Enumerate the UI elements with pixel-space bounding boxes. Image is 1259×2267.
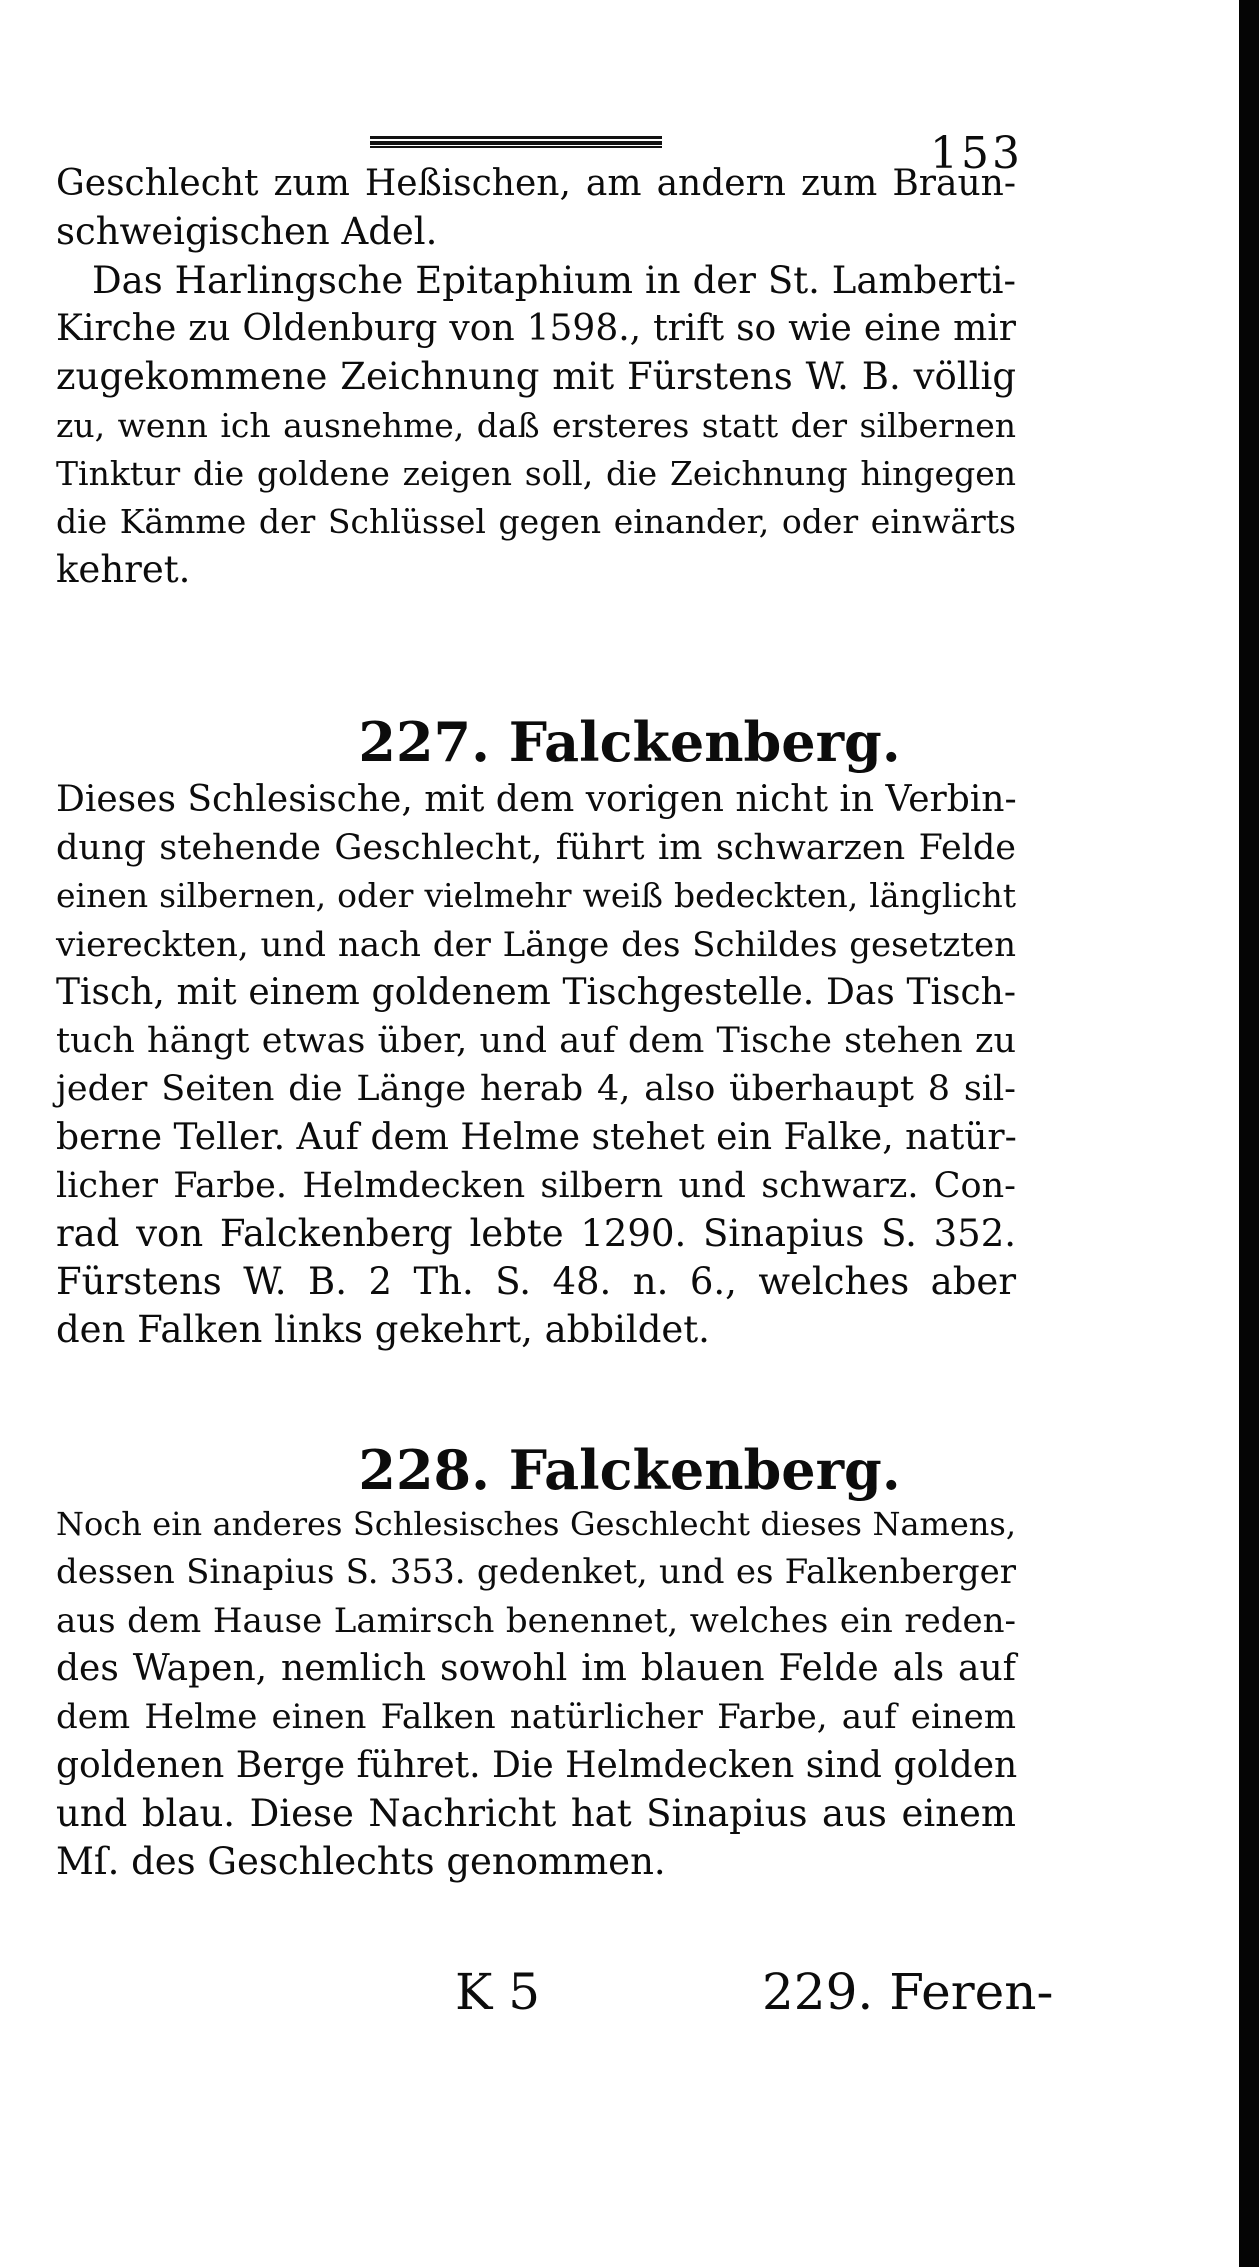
text-line: Mſ. des Geschlechts genommen.	[56, 1840, 666, 1883]
text-line: kehret.	[56, 548, 191, 591]
text-line: Noch ein anderes Schlesisches Geschlecht dieses Namens,	[56, 1505, 1016, 1543]
text-line: dung stehende Geschlecht, führt im schwarzen Felde	[56, 828, 1016, 868]
entry-heading-227: 227. Falckenberg.	[358, 710, 901, 774]
text-line: des Wapen, nemlich sowohl im blauen Felde als auf	[56, 1648, 1016, 1689]
text-line: zu, wenn ich ausnehme, daß ersteres statt der silbernen	[56, 406, 1016, 445]
text-line: den Falken links gekehrt, abbildet.	[56, 1308, 710, 1351]
text-line: berne Teller. Auf dem Helme stehet ein Falke, natür-	[56, 1117, 1017, 1158]
text-line: tuch hängt etwas über, und auf dem Tische stehen zu	[56, 1021, 1016, 1061]
text-line: einen silbernen, oder vielmehr weiß bedeckten, länglicht	[56, 876, 1016, 915]
text-line: Kirche zu Oldenburg von 1598., trift so wie eine mir	[56, 308, 1016, 349]
text-line: Geschlecht zum Heßischen, am andern zum Braun-	[56, 163, 1016, 204]
page-number: 153	[930, 128, 1023, 179]
catchword: 229. Feren-	[762, 1963, 1054, 2021]
text-line: dem Helme einen Falken natürlicher Farbe, auf einem	[56, 1697, 1016, 1737]
text-line: goldenen Berge führet. Die Helmdecken sind golden	[56, 1745, 1018, 1786]
header-rule	[370, 136, 662, 148]
text-line: Das Harlingsche Epitaphium in der St. Lamberti-	[92, 259, 1016, 302]
text-line: jeder Seiten die Länge herab 4, also überhaupt 8 sil-	[56, 1069, 1016, 1109]
signature-mark: K 5	[455, 1963, 541, 2021]
page-edge-shadow	[1239, 0, 1259, 2267]
entry-heading-228: 228. Falckenberg.	[358, 1438, 901, 1502]
text-line: Tinktur die goldene zeigen soll, die Zeichnung hingegen	[56, 454, 1016, 493]
text-line: und blau. Diese Nachricht hat Sinapius aus einem	[56, 1792, 1016, 1835]
text-line: Dieses Schlesische, mit dem vorigen nicht in Verbin-	[56, 779, 1017, 820]
text-line: viereckten, und nach der Länge des Schildes gesetzten	[56, 925, 1016, 965]
text-line: aus dem Hause Lamirsch benennet, welches ein reden-	[56, 1601, 1016, 1641]
text-line: Fürstens W. B. 2 Th. S. 48. n. 6., welches aber	[56, 1260, 1016, 1303]
text-line: zugekommene Zeichnung mit Fürstens W. B. völlig	[56, 355, 1016, 398]
text-line: die Kämme der Schlüssel gegen einander, oder einwärts	[56, 502, 1016, 541]
text-line: dessen Sinapius S. 353. gedenket, und es Falkenberger	[56, 1552, 1016, 1592]
text-line: schweigischen Adel.	[56, 210, 438, 253]
text-line: rad von Falckenberg lebte 1290. Sinapius S. 352.	[56, 1212, 1016, 1255]
text-line: Tisch, mit einem goldenem Tischgestelle. Das Tisch-	[56, 972, 1016, 1013]
text-line: licher Farbe. Helmdecken silbern und schwarz. Con-	[56, 1166, 1016, 1206]
